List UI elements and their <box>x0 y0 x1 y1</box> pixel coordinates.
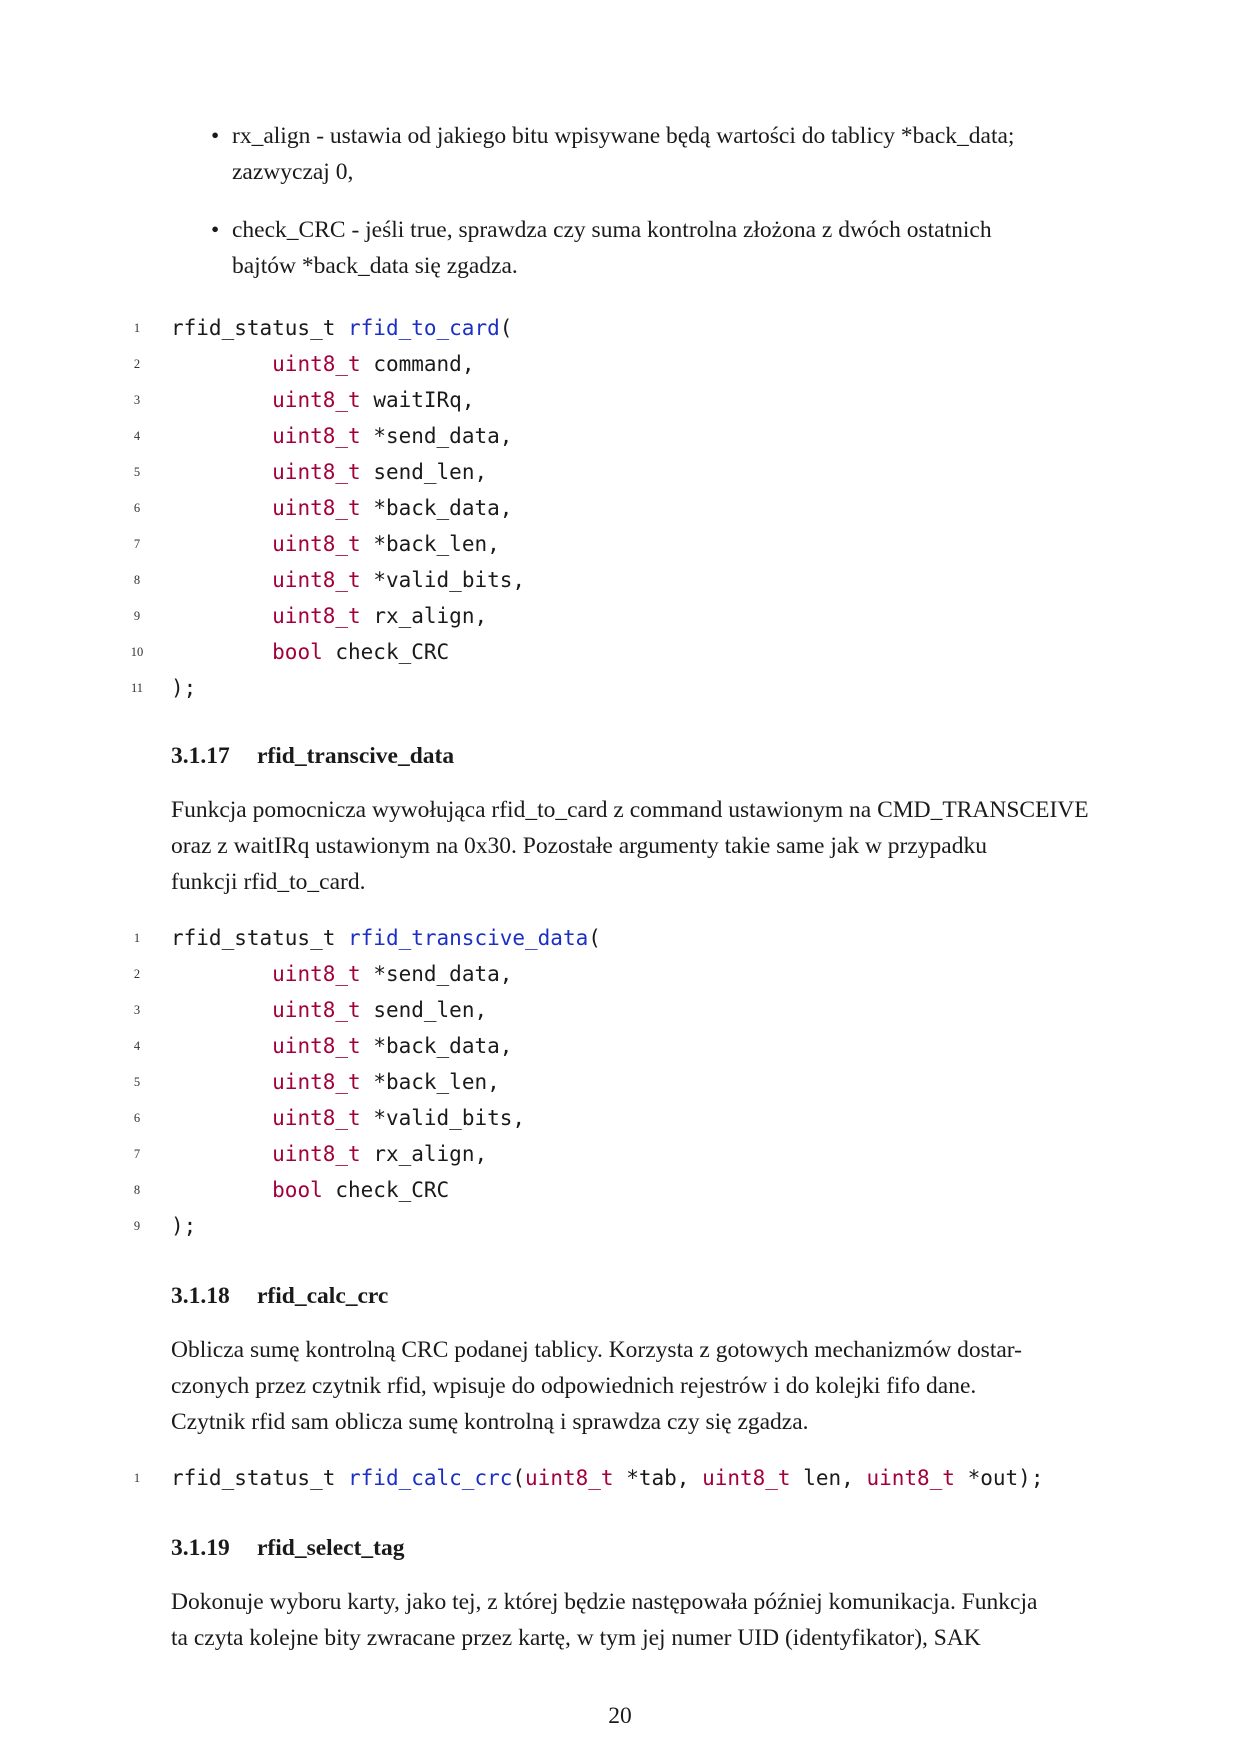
section-title: rfid_transcive_data <box>257 743 455 769</box>
paragraph-line: czonych przez czytnik rfid, wpisuje do odpowiednich rejestrów i do kolejki fifo dane. <box>171 1373 977 1399</box>
code-text <box>171 1064 500 1100</box>
line-number: 9 <box>133 609 141 623</box>
line-number: 1 <box>133 1471 141 1485</box>
line-number: 7 <box>133 1147 141 1161</box>
code-text <box>171 1100 525 1136</box>
code-text <box>171 670 196 706</box>
section-number: 3.1.17 <box>171 743 230 769</box>
code-token: send_len, <box>360 460 488 484</box>
line-number: 5 <box>133 465 141 479</box>
bullet-list <box>205 118 1105 306</box>
section-number: 3.1.19 <box>171 1535 230 1561</box>
code-token <box>171 568 272 592</box>
code-token: rfid_status_t <box>171 316 349 340</box>
bullet-dot-icon: • <box>211 217 220 243</box>
code-token: rfid_status_t <box>171 926 349 950</box>
code-token: *back_len, <box>360 1070 500 1094</box>
code-token: rx_align, <box>360 604 488 628</box>
code-token: *valid_bits, <box>360 1106 526 1130</box>
section-number: 3.1.18 <box>171 1283 230 1309</box>
code-type-keyword: uint8_t <box>272 496 361 520</box>
line-number: 7 <box>133 537 141 551</box>
paragraph-line: Oblicza sumę kontrolną CRC podanej tablicy. Korzysta z gotowych mechanizmów dostar- <box>171 1337 1022 1363</box>
paragraph-line: Czytnik rfid sam oblicza sumę kontrolną i sprawdza czy się zgadza. <box>171 1409 809 1435</box>
code-function-name: rfid_calc_crc <box>348 1466 513 1490</box>
line-number: 9 <box>133 1219 141 1233</box>
line-number: 2 <box>133 357 141 371</box>
line-number: 3 <box>133 1003 141 1017</box>
code-type-keyword: bool <box>272 1178 323 1202</box>
code-text <box>171 1028 512 1064</box>
code-type-keyword: uint8_t <box>272 388 361 412</box>
line-number: 6 <box>133 1111 141 1125</box>
code-type-keyword: uint8_t <box>272 568 361 592</box>
code-type-keyword: uint8_t <box>272 460 361 484</box>
code-token: waitIRq, <box>360 388 475 412</box>
bullet-line: zazwyczaj 0, <box>232 159 354 185</box>
section-heading-3-1-18 <box>171 1278 388 1314</box>
code-token: ( <box>499 316 513 340</box>
code-token: *back_data, <box>360 1034 513 1058</box>
paragraph-3-1-18 <box>171 1332 1141 1440</box>
code-text <box>171 490 512 526</box>
bullet-line: bajtów *back_data się zgadza. <box>232 253 518 279</box>
code-type-keyword: uint8_t <box>702 1466 791 1490</box>
code-text <box>171 1208 196 1244</box>
code-function-name: rfid_to_card <box>348 316 500 340</box>
code-text <box>171 992 487 1028</box>
code-type-keyword: bool <box>272 640 323 664</box>
code-text <box>171 956 512 992</box>
code-text <box>171 634 449 670</box>
code-token <box>171 460 272 484</box>
line-number: 1 <box>133 931 141 945</box>
code-token: len, <box>790 1466 867 1490</box>
code-type-keyword: uint8_t <box>272 424 361 448</box>
paragraph-3-1-19 <box>171 1584 1141 1656</box>
code-token: *tab, <box>613 1466 703 1490</box>
code-text <box>171 1172 449 1208</box>
bullet-line: rx_align - ustawia od jakiego bitu wpisywane będą wartości do tablicy *back_data; <box>232 123 1015 149</box>
code-token: rfid_status_t <box>171 1466 349 1490</box>
paragraph-3-1-17 <box>171 792 1141 900</box>
bullet-dot-icon: • <box>211 123 220 149</box>
code-token <box>171 604 272 628</box>
code-token <box>171 640 272 664</box>
code-token <box>171 496 272 520</box>
code-token: *out); <box>954 1466 1044 1490</box>
bullet-line: check_CRC - jeśli true, sprawdza czy suma kontrolna złożona z dwóch ostatnich <box>232 217 992 243</box>
line-number: 4 <box>133 429 141 443</box>
code-function-name: rfid_transcive_data <box>348 926 589 950</box>
code-token: rx_align, <box>360 1142 488 1166</box>
code-type-keyword: uint8_t <box>272 998 361 1022</box>
code-token: ); <box>171 676 197 700</box>
code-text <box>171 598 487 634</box>
code-token <box>171 1106 272 1130</box>
section-heading-3-1-19 <box>171 1530 404 1566</box>
line-number: 1 <box>133 321 141 335</box>
code-token: ( <box>512 1466 526 1490</box>
paragraph-line: Funkcja pomocnicza wywołująca rfid_to_card z command ustawionym na CMD_TRANSCEIVE <box>171 797 1089 823</box>
code-token <box>171 424 272 448</box>
line-number: 2 <box>133 967 141 981</box>
code-token <box>171 1178 272 1202</box>
code-text <box>171 1136 487 1172</box>
code-text <box>171 526 500 562</box>
code-token <box>171 532 272 556</box>
code-token: send_len, <box>360 998 488 1022</box>
code-type-keyword: uint8_t <box>866 1466 955 1490</box>
page-number: 20 <box>608 1703 632 1729</box>
line-number: 3 <box>133 393 141 407</box>
code-text <box>171 310 512 346</box>
code-token: *back_data, <box>360 496 513 520</box>
line-number: 8 <box>133 1183 141 1197</box>
code-token <box>171 998 272 1022</box>
code-token: *valid_bits, <box>360 568 526 592</box>
code-type-keyword: uint8_t <box>272 532 361 556</box>
paragraph-line: Dokonuje wyboru karty, jako tej, z której będzie następowała później komunikacja. Funkcja <box>171 1589 1038 1615</box>
section-title: rfid_calc_crc <box>257 1283 389 1309</box>
bullet-rx-align <box>205 118 1105 190</box>
section-heading-3-1-17 <box>171 738 454 774</box>
code-token <box>171 352 272 376</box>
paragraph-line: funkcji rfid_to_card. <box>171 869 366 895</box>
code-text <box>171 346 474 382</box>
code-token: *back_len, <box>360 532 500 556</box>
section-title: rfid_select_tag <box>257 1535 405 1561</box>
code-token: command, <box>360 352 475 376</box>
line-number: 4 <box>133 1039 141 1053</box>
code-token: check_CRC <box>322 640 450 664</box>
code-type-keyword: uint8_t <box>272 1142 361 1166</box>
code-text <box>171 562 525 598</box>
code-type-keyword: uint8_t <box>272 352 361 376</box>
code-token: ( <box>588 926 601 950</box>
line-number: 5 <box>133 1075 141 1089</box>
paragraph-line: oraz z waitIRq ustawionym na 0x30. Pozostałe argumenty takie same jak w przypadku <box>171 833 987 859</box>
code-token <box>171 1070 272 1094</box>
code-token <box>171 962 272 986</box>
line-number: 6 <box>133 501 141 515</box>
code-text <box>171 418 512 454</box>
code-token <box>171 1034 272 1058</box>
code-type-keyword: uint8_t <box>272 1034 361 1058</box>
code-token: *send_data, <box>360 962 513 986</box>
code-token <box>171 1142 272 1166</box>
code-type-keyword: uint8_t <box>272 1070 361 1094</box>
code-type-keyword: uint8_t <box>272 1106 361 1130</box>
code-token: ); <box>171 1214 197 1238</box>
code-token: *send_data, <box>360 424 513 448</box>
code-token <box>171 388 272 412</box>
line-number: 10 <box>130 645 144 659</box>
code-text <box>171 1460 1043 1496</box>
code-text <box>171 920 601 956</box>
code-type-keyword: uint8_t <box>525 1466 614 1490</box>
code-type-keyword: uint8_t <box>272 962 361 986</box>
code-token: check_CRC <box>322 1178 450 1202</box>
line-number: 11 <box>130 681 144 695</box>
paragraph-line: ta czyta kolejne bity zwracane przez kartę, w tym jej numer UID (identyfikator), SAK <box>171 1625 981 1651</box>
line-number: 8 <box>133 573 141 587</box>
code-text <box>171 454 487 490</box>
code-text <box>171 382 474 418</box>
bullet-check-crc <box>205 212 1105 284</box>
code-type-keyword: uint8_t <box>272 604 361 628</box>
